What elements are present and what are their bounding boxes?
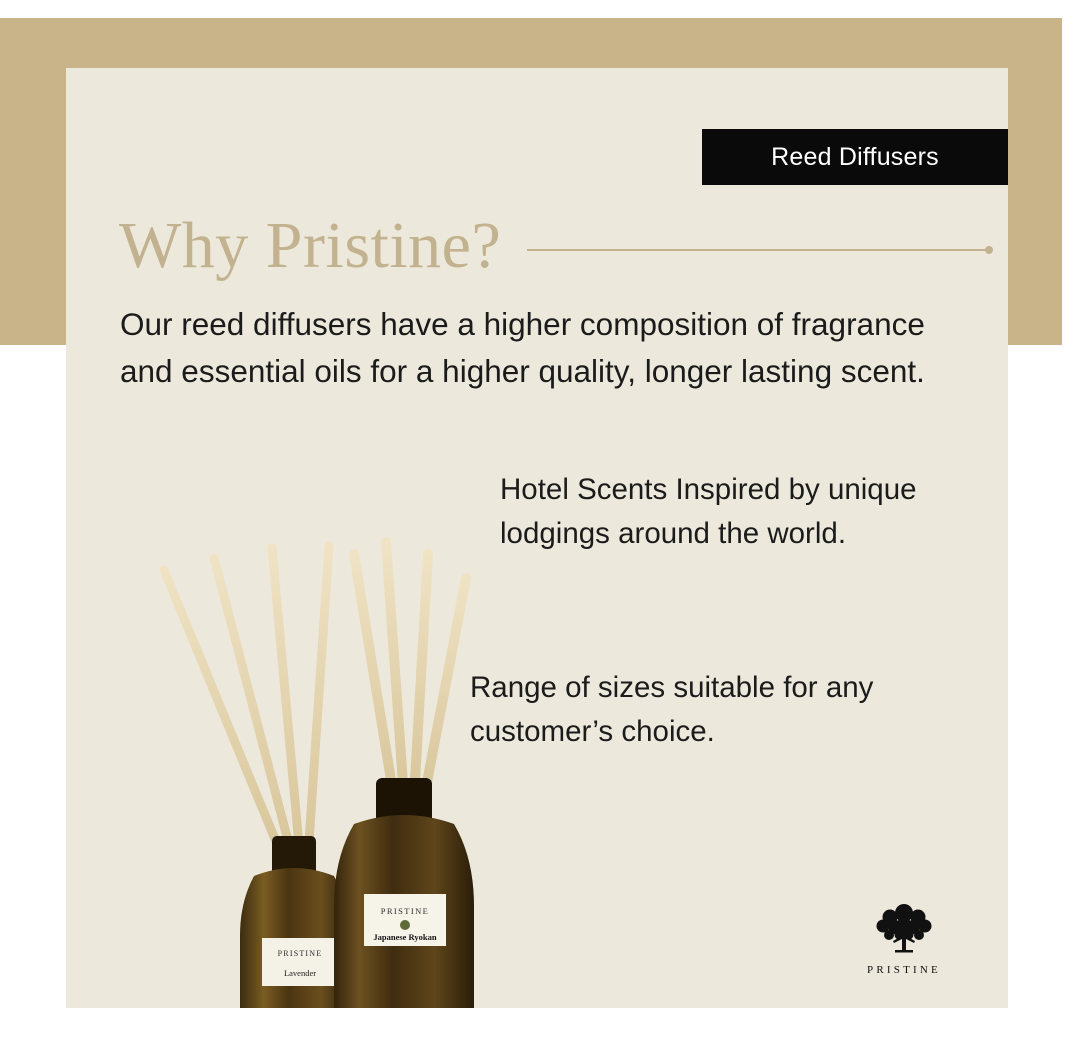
category-tag: Reed Diffusers: [702, 129, 1008, 185]
svg-text:PRISTINE: PRISTINE: [380, 906, 430, 916]
right-white-margin: [1062, 0, 1080, 345]
heading-row: [119, 203, 989, 288]
bottle-small-shape: [240, 836, 348, 1008]
content-card: [66, 68, 1008, 1008]
tree-icon: [867, 895, 941, 957]
brand-logo: [844, 895, 964, 976]
svg-text:Japanese Ryokan: Japanese Ryokan: [373, 932, 437, 942]
top-white-margin: [0, 0, 1080, 18]
heading-rule-decoration: [527, 249, 989, 251]
product-photo: [86, 438, 506, 1008]
svg-text:Lavender: Lavender: [283, 968, 317, 978]
brand-name-label: PRISTINE: [867, 964, 941, 976]
feature-point-sizes: Range of sizes suitable for any customer’s choice.: [470, 671, 874, 748]
bottle-large-shape: [334, 778, 474, 1008]
intro-paragraph: Our reed diffusers have a higher composition of fragrance and essential oils for a higher quality, longer lasting scent.: [120, 306, 925, 389]
svg-text:PRISTINE: PRISTINE: [277, 949, 323, 958]
page-title: Why Pristine?: [119, 208, 502, 282]
feature-point-hotel-scents: Hotel Scents Inspired by unique lodgings around the world.: [500, 473, 917, 550]
